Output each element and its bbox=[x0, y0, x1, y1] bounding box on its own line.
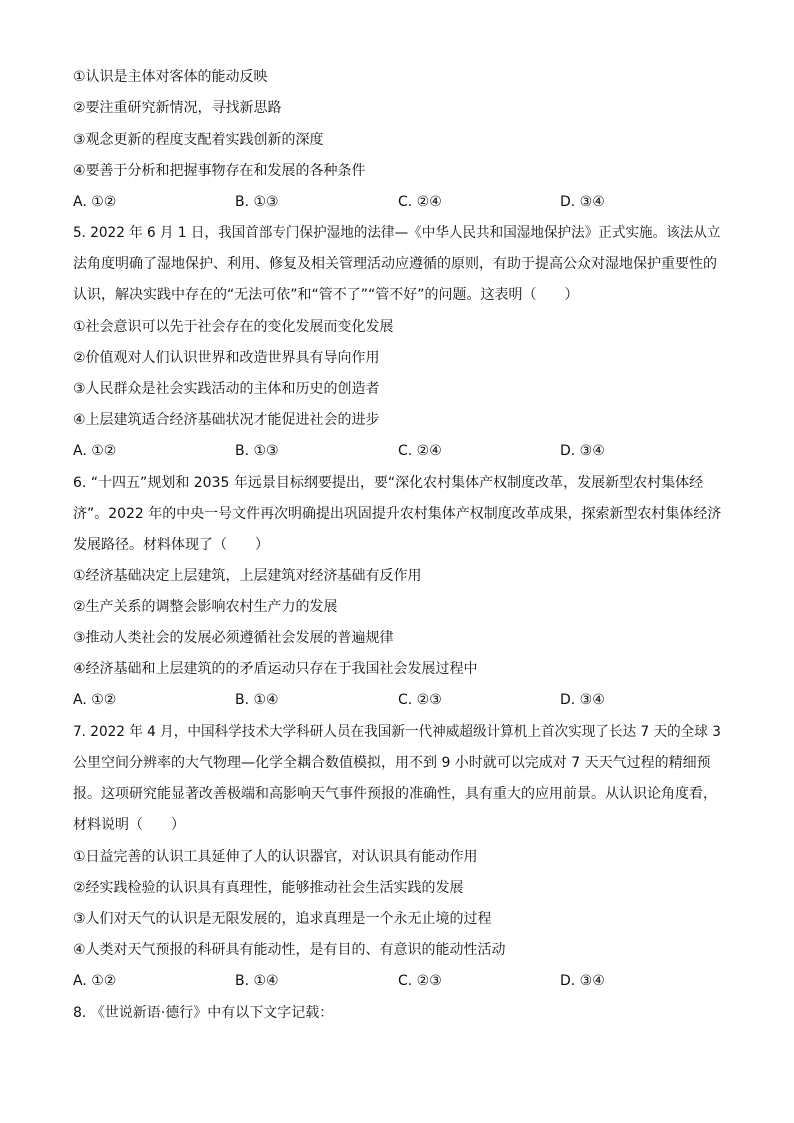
q6-item-1: ①经济基础决定上层建筑，上层建筑对经济基础有反作用 bbox=[73, 568, 422, 584]
q7-stem-line-2: 公里空间分辨率的大气物理—化学全耦合数值模拟，用不到 9 小时就可以完成对 7 天天气过程的精细预 bbox=[73, 755, 711, 771]
q6-option-d: D. ③④ bbox=[560, 692, 605, 708]
q7-option-a: A. ①② bbox=[73, 973, 117, 989]
q5-item-4: ④上层建筑适合经济基础状况才能促进社会的进步 bbox=[73, 412, 380, 428]
q4-item-4: ④要善于分析和把握事物存在和发展的各种条件 bbox=[73, 163, 366, 179]
q6-stem-line-3: 发展路径。材料体现了（ ） bbox=[73, 537, 269, 553]
q5-item-2: ②价值观对人们认识世界和改造世界具有导向作用 bbox=[73, 350, 380, 366]
q6-item-4: ④经济基础和上层建筑的的矛盾运动只存在于我国社会发展过程中 bbox=[73, 661, 478, 677]
q6-stem-line-1: 6. “十四五”规划和 2035 年远景目标纲要提出，要“深化农村集体产权制度改革，发展新型农村集体经 bbox=[73, 475, 704, 491]
q6-stem-line-2: 济”。2022 年的中央一号文件再次明确提出巩固提升农村集体产权制度改革成果，探索新型农村集体经济 bbox=[73, 506, 722, 522]
q7-stem-line-3: 报。这项研究能显著改善极端和高影响天气事件预报的准确性，具有重大的应用前景。从认识论角度看， bbox=[73, 786, 717, 802]
q5-stem-line-1: 5. 2022 年 6 月 1 日，我国首部专门保护湿地的法律—《中华人民共和国湿地保护法》正式实施。该法从立 bbox=[73, 225, 721, 241]
q7-option-b: B. ①④ bbox=[235, 973, 279, 989]
q4-item-3: ③观念更新的程度支配着实践创新的深度 bbox=[73, 132, 324, 148]
q7-option-c: C. ②③ bbox=[398, 973, 442, 989]
q6-item-3: ③推动人类社会的发展必须遵循社会发展的普遍规律 bbox=[73, 630, 394, 646]
q4-option-b: B. ①③ bbox=[235, 194, 279, 210]
q5-option-c: C. ②④ bbox=[398, 443, 442, 459]
q7-item-2: ②经实践检验的认识具有真理性，能够推动社会生活实践的发展 bbox=[73, 880, 464, 896]
q7-item-3: ③人们对天气的认识是无限发展的，追求真理是一个永无止境的过程 bbox=[73, 911, 492, 927]
q7-item-1: ①日益完善的认识工具延伸了人的认识器官，对认识具有能动作用 bbox=[73, 849, 478, 865]
q4-option-d: D. ③④ bbox=[560, 194, 605, 210]
q6-item-2: ②生产关系的调整会影响农村生产力的发展 bbox=[73, 599, 338, 615]
q4-option-c: C. ②④ bbox=[398, 194, 442, 210]
q5-stem-line-3: 认识，解决实践中存在的“无法可依”和“管不了”“管不好”的问题。这表明（ ） bbox=[73, 287, 579, 303]
q7-item-4: ④人类对天气预报的科研具有能动性，是有目的、有意识的能动性活动 bbox=[73, 942, 506, 958]
q5-item-3: ③人民群众是社会实践活动的主体和历史的创造者 bbox=[73, 381, 380, 397]
q5-option-b: B. ①③ bbox=[235, 443, 279, 459]
q4-item-1: ①认识是主体对客体的能动反映 bbox=[73, 69, 268, 85]
q6-option-a: A. ①② bbox=[73, 692, 117, 708]
q7-stem-line-1: 7. 2022 年 4 月，中国科学技术大学科研人员在我国新一代神威超级计算机上首次实现了长达 7 天的全球 3 bbox=[73, 724, 721, 740]
q6-option-b: B. ①④ bbox=[235, 692, 279, 708]
q6-option-c: C. ②③ bbox=[398, 692, 442, 708]
q7-stem-line-4: 材料说明（ ） bbox=[73, 817, 185, 833]
q5-option-d: D. ③④ bbox=[560, 443, 605, 459]
q7-option-d: D. ③④ bbox=[560, 973, 605, 989]
q5-stem-line-2: 法角度明确了湿地保护、利用、修复及相关管理活动应遵循的原则，有助于提高公众对湿地保护重要性的 bbox=[73, 256, 717, 272]
q4-item-2: ②要注重研究新情况，寻找新思路 bbox=[73, 100, 282, 116]
q8-stem-line-1: 8. 《世说新语·德行》中有以下文字记载： bbox=[73, 1005, 334, 1021]
q5-item-1: ①社会意识可以先于社会存在的变化发展而变化发展 bbox=[73, 319, 394, 335]
q5-option-a: A. ①② bbox=[73, 443, 117, 459]
q4-option-a: A. ①② bbox=[73, 194, 117, 210]
